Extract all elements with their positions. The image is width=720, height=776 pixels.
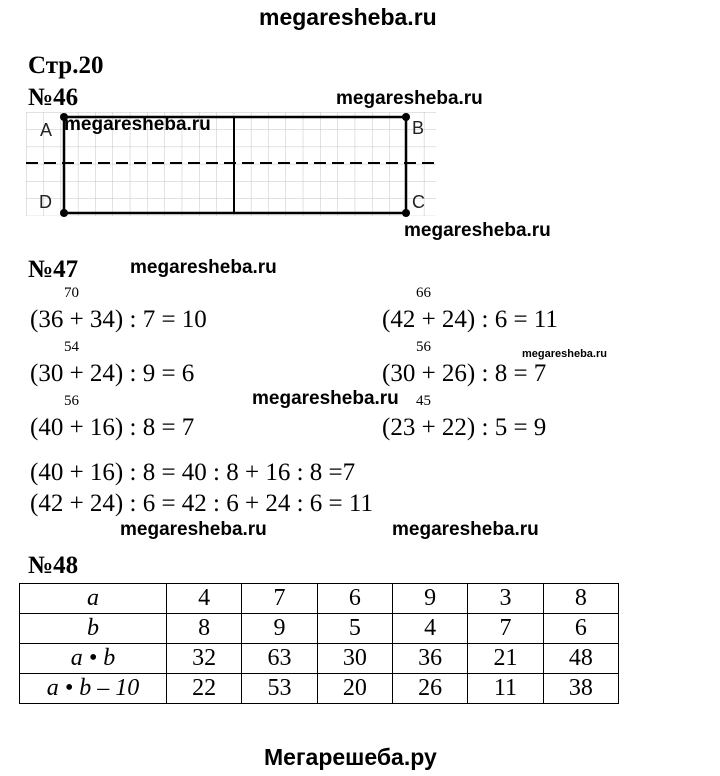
task47-left-3-expr: (40 + 16) : 8 = 7 bbox=[30, 414, 195, 441]
table-row bbox=[20, 614, 619, 644]
table-row bbox=[20, 674, 619, 704]
task47-left-1-sup: 70 bbox=[64, 285, 79, 301]
task47-left-1-expr: (36 + 34) : 7 = 10 bbox=[30, 306, 207, 333]
watermark: megaresheba.ru bbox=[130, 257, 277, 278]
page-title: Стр.20 bbox=[28, 52, 104, 79]
point-c bbox=[402, 209, 410, 217]
table-row bbox=[20, 584, 619, 614]
corner-label-b: B bbox=[412, 118, 425, 138]
point-b bbox=[402, 113, 410, 121]
table-cell: 6 bbox=[543, 614, 618, 644]
task47-left-2-expr: (30 + 24) : 9 = 6 bbox=[30, 360, 195, 387]
table-cell: 9 bbox=[392, 584, 467, 614]
row-header: a • b – 10 bbox=[20, 674, 167, 704]
task47-right-1-sup: 66 bbox=[416, 285, 431, 301]
point-d bbox=[60, 209, 68, 217]
table-cell: 7 bbox=[468, 614, 543, 644]
table-cell: 11 bbox=[468, 674, 543, 704]
table-cell: 53 bbox=[242, 674, 317, 704]
table-cell: 48 bbox=[543, 644, 618, 674]
table-cell: 20 bbox=[317, 674, 392, 704]
table-cell: 38 bbox=[543, 674, 618, 704]
table-cell: 63 bbox=[242, 644, 317, 674]
watermark: megaresheba.ru bbox=[404, 220, 551, 241]
task48-table bbox=[19, 583, 619, 704]
table-cell: 9 bbox=[242, 614, 317, 644]
task48-label: №48 bbox=[28, 552, 79, 579]
task47-line-1: (40 + 16) : 8 = 40 : 8 + 16 : 8 =7 bbox=[30, 459, 356, 486]
table-cell: 7 bbox=[242, 584, 317, 614]
task47-right-1-expr: (42 + 24) : 6 = 11 bbox=[382, 306, 558, 333]
task47-right-3-sup: 45 bbox=[416, 393, 431, 409]
row-header: a bbox=[20, 584, 167, 614]
task47-right-2-sup: 56 bbox=[416, 339, 431, 355]
table-row bbox=[20, 644, 619, 674]
corner-label-d: D bbox=[39, 192, 52, 212]
watermark: megaresheba.ru bbox=[64, 114, 211, 135]
table-cell: 5 bbox=[317, 614, 392, 644]
table-cell: 3 bbox=[468, 584, 543, 614]
row-header: b bbox=[20, 614, 167, 644]
table-cell: 4 bbox=[392, 614, 467, 644]
table-cell: 8 bbox=[167, 614, 242, 644]
watermark: megaresheba.ru bbox=[252, 388, 399, 409]
table-cell: 30 bbox=[317, 644, 392, 674]
task47-line-2: (42 + 24) : 6 = 42 : 6 + 24 : 6 = 11 bbox=[30, 490, 373, 517]
table-cell: 6 bbox=[317, 584, 392, 614]
task47-label: №47 bbox=[28, 256, 79, 283]
watermark-small: megaresheba.ru bbox=[522, 348, 607, 360]
table-cell: 8 bbox=[543, 584, 618, 614]
row-header: a • b bbox=[20, 644, 167, 674]
task47-right-3-expr: (23 + 22) : 5 = 9 bbox=[382, 414, 547, 441]
table-cell: 22 bbox=[167, 674, 242, 704]
task47-left-3-sup: 56 bbox=[64, 393, 79, 409]
watermark: megaresheba.ru bbox=[336, 88, 483, 109]
table-cell: 4 bbox=[167, 584, 242, 614]
task47-right-2-expr: (30 + 26) : 8 = 7 bbox=[382, 360, 547, 387]
watermark: megaresheba.ru bbox=[120, 519, 267, 540]
corner-label-a: A bbox=[40, 120, 53, 140]
corner-label-c: C bbox=[412, 192, 425, 212]
task46-label: №46 bbox=[28, 84, 79, 111]
table-cell: 26 bbox=[392, 674, 467, 704]
task47-left-2-sup: 54 bbox=[64, 339, 79, 355]
table-cell: 36 bbox=[392, 644, 467, 674]
table-cell: 21 bbox=[468, 644, 543, 674]
watermark: megaresheba.ru bbox=[392, 519, 539, 540]
table-cell: 32 bbox=[167, 644, 242, 674]
watermark-bottom: Мегарешеба.ру bbox=[264, 744, 437, 770]
watermark-top: megaresheba.ru bbox=[259, 4, 437, 30]
